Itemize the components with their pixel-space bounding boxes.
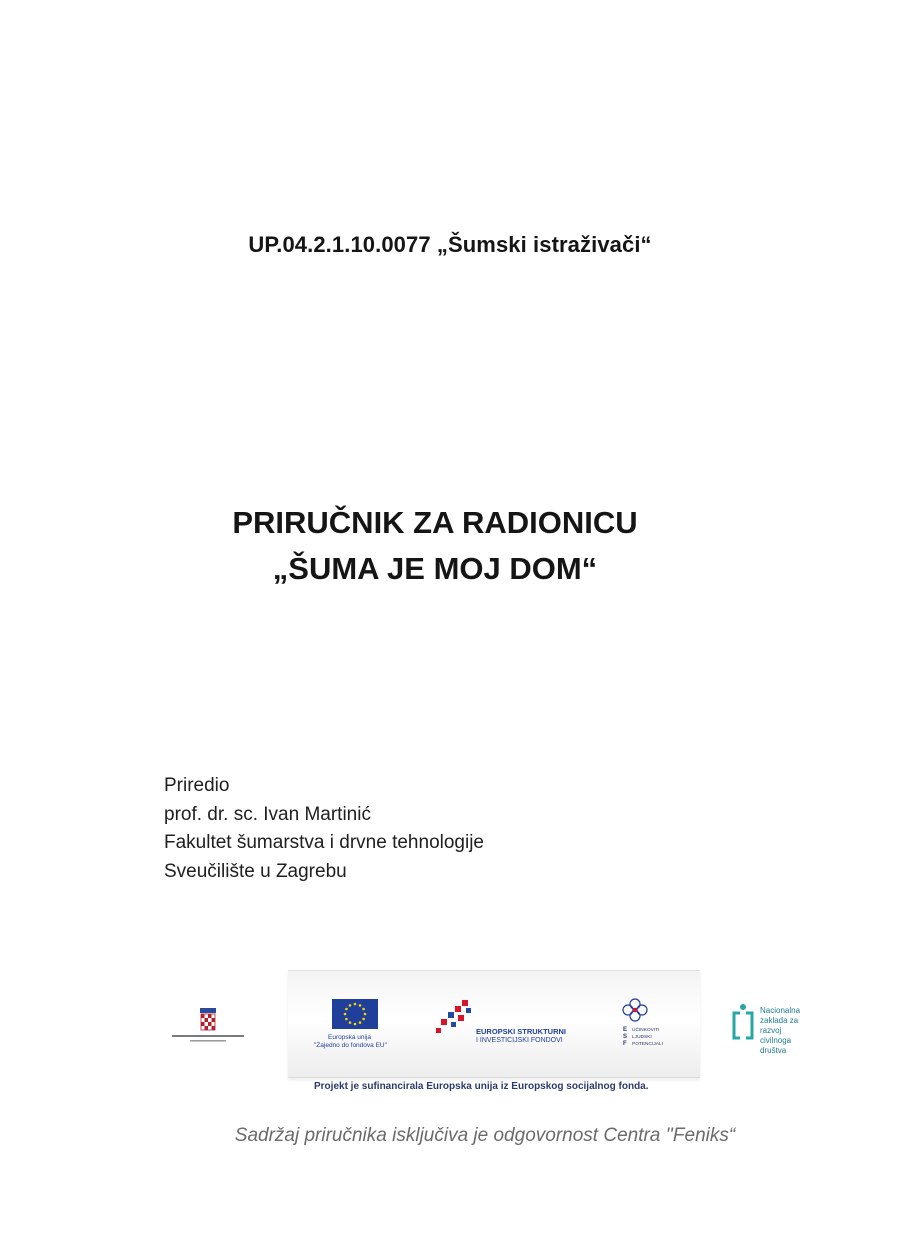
eu-caption-1: Europska unija <box>328 1034 371 1041</box>
author-line-1: Priredio <box>164 775 230 796</box>
eu-flag-icon <box>332 999 378 1029</box>
project-code: UP.04.2.1.10.0077 „Šumski istraživači“ <box>248 232 652 257</box>
author-line-4: Sveučilište u Zagrebu <box>164 860 347 882</box>
author-line-3: Fakultet šumarstva i drvne tehnologije <box>164 832 484 853</box>
disclaimer: Sadržaj priručnika isključiva je odgovornost Centra ''Feniks“ <box>234 1125 736 1146</box>
croatian-coat-of-arms-logo <box>168 1006 248 1046</box>
document-title <box>0 500 870 592</box>
title-line-1: PRIRUČNIK ZA RADIONICU <box>232 505 638 540</box>
esf-line-3: POTENCIJALI <box>632 1042 663 1047</box>
eu-caption-2: "Zajedno do fondova EU" <box>314 1042 387 1049</box>
eu-funding-banner <box>288 970 700 1078</box>
esf-letter-s: S <box>623 1034 628 1040</box>
esf-line-1: UČINKOVITI <box>632 1028 660 1033</box>
bracket-icon <box>730 1004 756 1044</box>
author-line-2: prof. dr. sc. Ivan Martinić <box>164 803 371 825</box>
nz-line-4: civilnoga <box>760 1036 792 1045</box>
esf-letter-e: E <box>623 1027 628 1033</box>
esif-line-2: I INVESTICIJSKI FONDOVI <box>476 1037 563 1044</box>
nz-line-3: razvoj <box>760 1026 782 1035</box>
title-line-2: „ŠUMA JE MOJ DOM“ <box>272 551 598 586</box>
funding-note: Projekt je sufinancirala Europska unija iz Europskog socijalnog fonda. <box>314 1081 649 1092</box>
esif-line-1: EUROPSKI STRUKTURNI <box>476 1027 567 1036</box>
nacionalna-zaklada-logo <box>730 1000 820 1062</box>
esf-flower-icon <box>618 997 652 1023</box>
nz-line-2: zaklada za <box>760 1016 799 1025</box>
nz-line-5: društva <box>760 1046 787 1055</box>
esf-line-2: LJUDSKI <box>632 1035 652 1040</box>
esf-letter-f: F <box>623 1041 627 1047</box>
author-block <box>164 772 484 886</box>
nz-line-1: Nacionalna <box>760 1006 801 1015</box>
